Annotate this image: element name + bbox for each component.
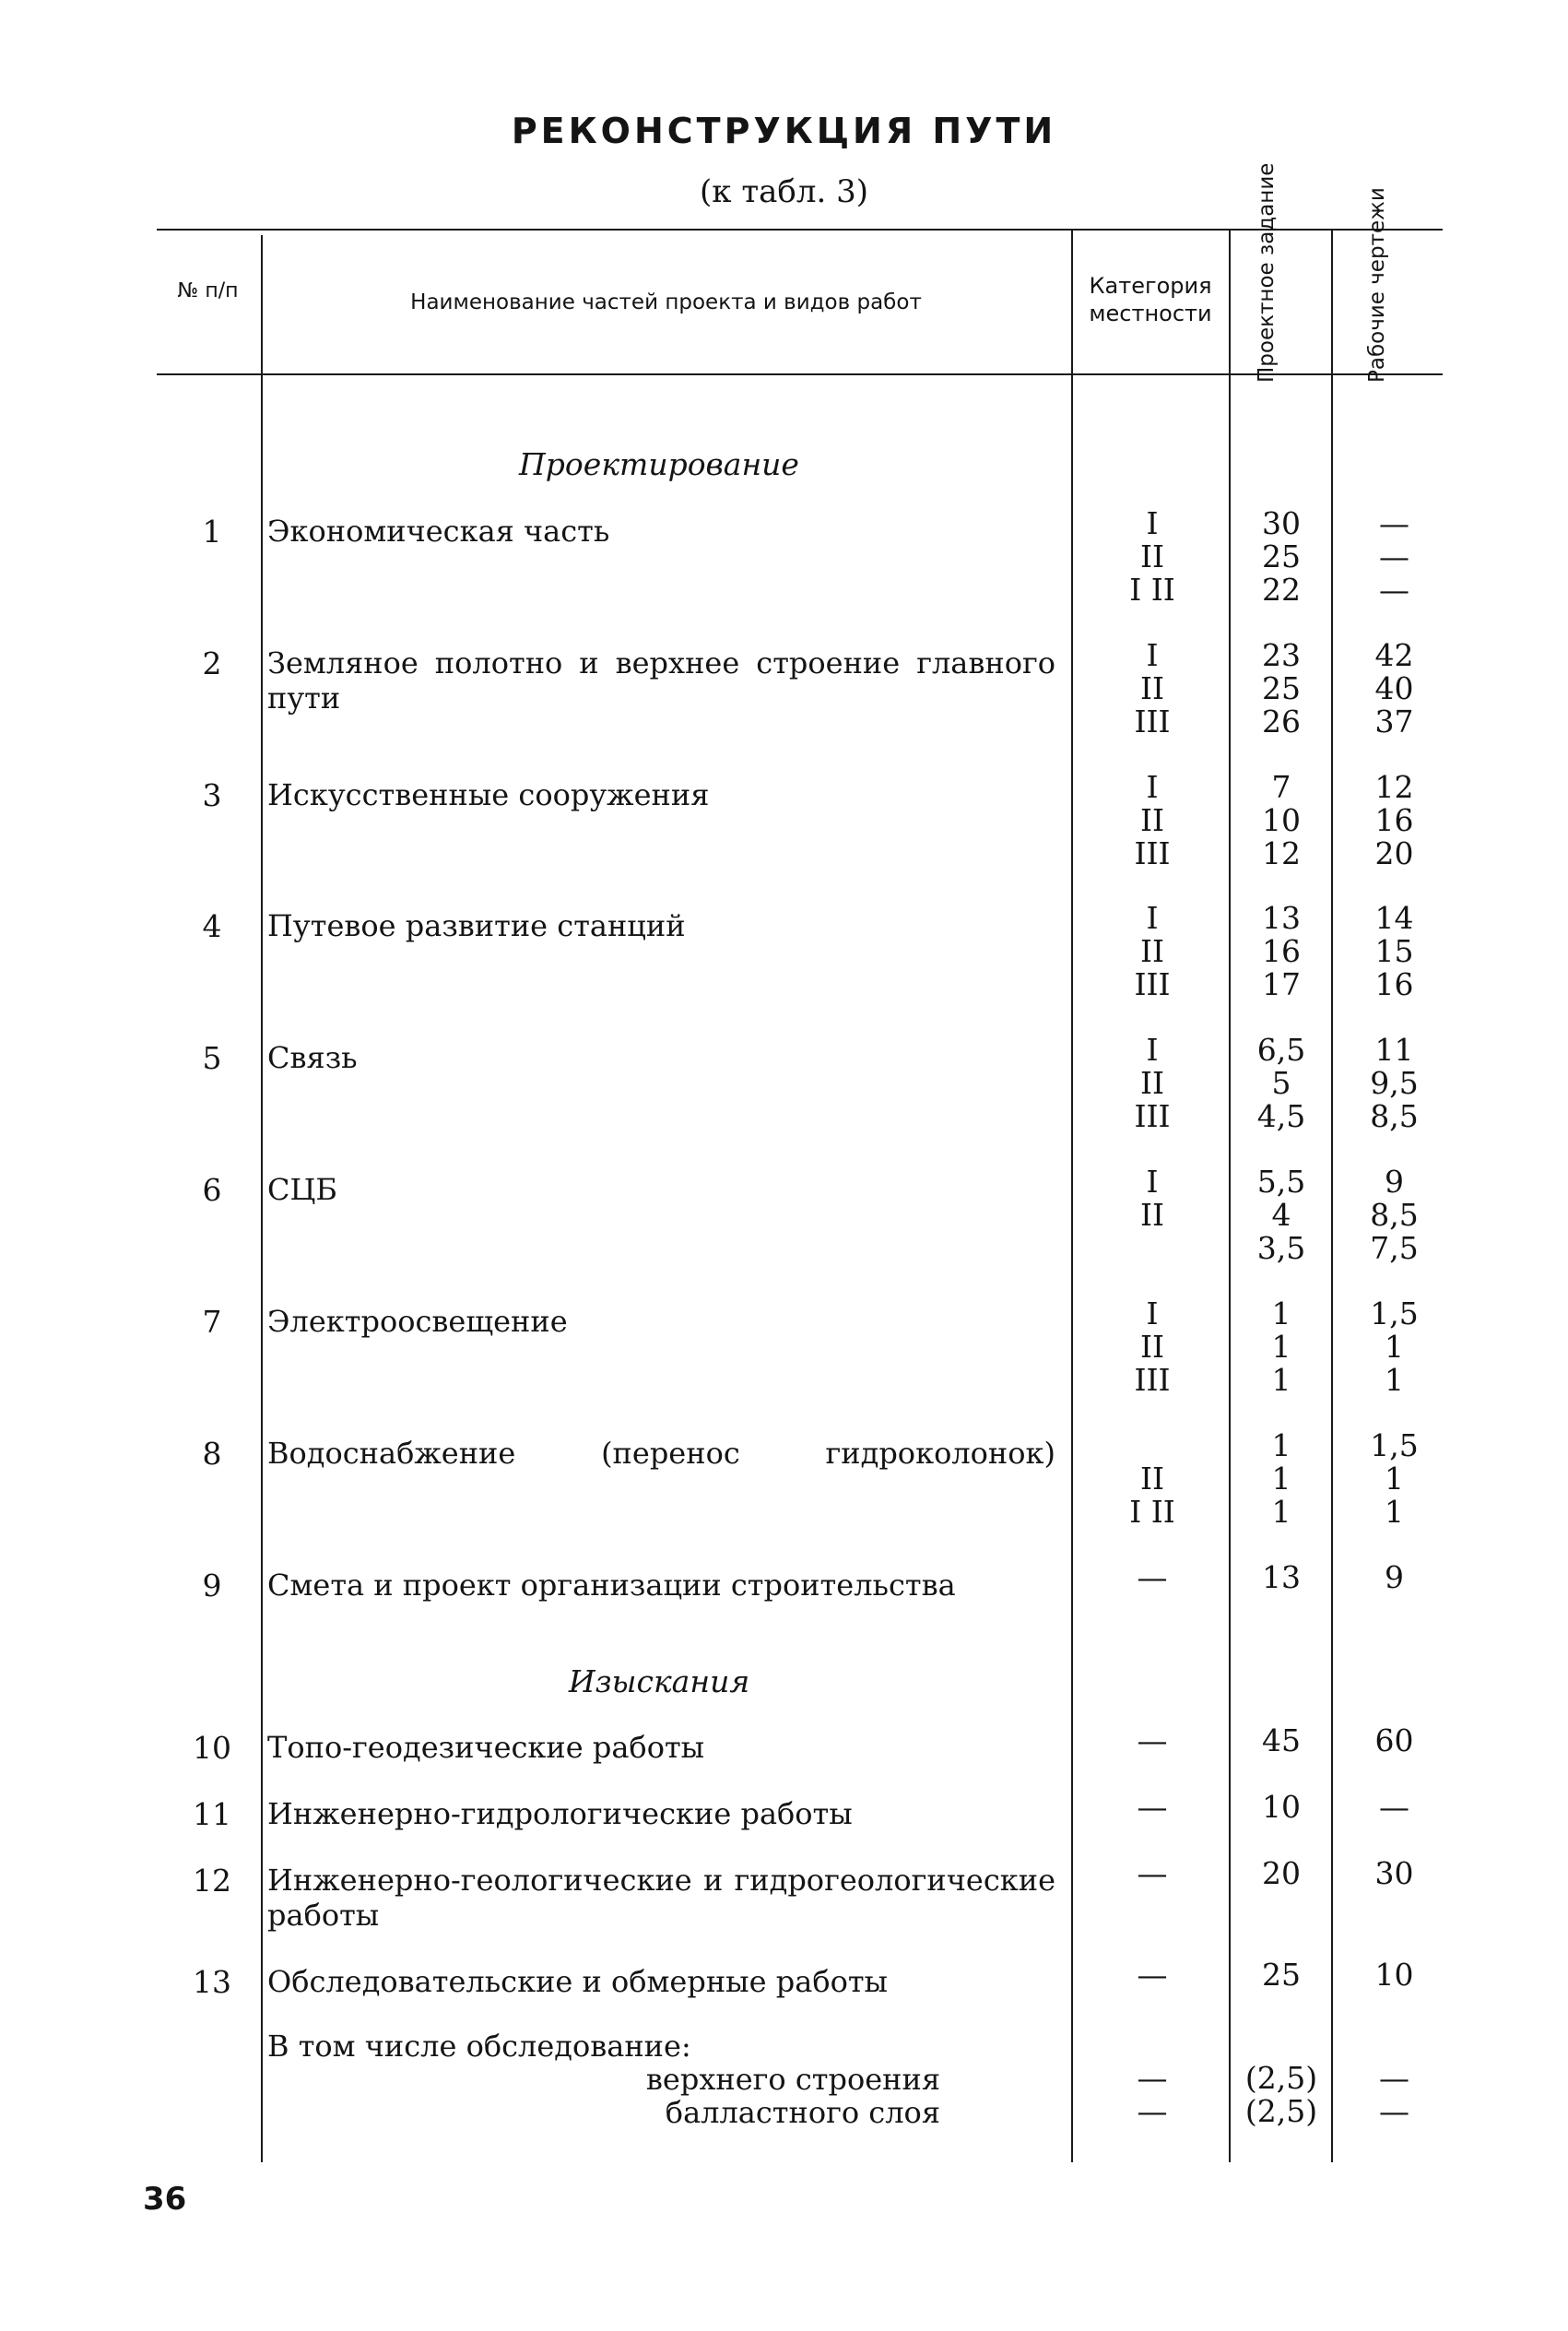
table-top-rule: [157, 229, 1443, 231]
cat-value: II: [1139, 1329, 1165, 1365]
row-name: Смета и проект организации строительства: [267, 1568, 956, 1603]
proj-value: 5,5: [1256, 1164, 1306, 1200]
proj-value: 5: [1271, 1065, 1291, 1101]
cat-value: II: [1139, 1461, 1165, 1497]
row-num: 12: [193, 1863, 231, 1899]
proj-value: 13: [1262, 1559, 1301, 1595]
row-num: 4: [202, 908, 222, 944]
cat-value: I: [1146, 505, 1159, 541]
proj-value: 25: [1262, 670, 1301, 706]
row-category: [1079, 1958, 1226, 1992]
cat-value: I: [1146, 769, 1159, 805]
row-work: [1337, 1034, 1452, 1133]
row-name: Водоснабжение (перенос гидроколонок): [267, 1436, 1055, 1471]
work-value: 16: [1374, 966, 1414, 1002]
including-item-work: —: [1379, 2093, 1409, 2129]
row-work: [1337, 1166, 1452, 1265]
cat-value: II: [1139, 1065, 1165, 1101]
proj-value: 1: [1271, 1296, 1291, 1331]
cat-value: II: [1139, 538, 1165, 574]
cat-value: I II: [1129, 1494, 1175, 1530]
work-value: 14: [1374, 900, 1414, 936]
row-name: Путевое развитие станций: [267, 908, 686, 943]
row-category: [1079, 1724, 1226, 1757]
row-project: [1231, 1297, 1332, 1397]
proj-value: 10: [1262, 1789, 1301, 1825]
row-category: [1079, 902, 1226, 1001]
row-name: Инженерно-гидрологические работы: [267, 1796, 853, 1831]
work-value: 12: [1374, 769, 1414, 805]
work-value: 16: [1374, 802, 1414, 838]
row-work: [1337, 1958, 1452, 1992]
row-category: [1079, 1857, 1226, 1890]
work-value: 1,5: [1370, 1296, 1419, 1331]
cat-value: —: [1137, 1855, 1168, 1891]
row-category: [1079, 1791, 1226, 1824]
row-work: [1337, 1297, 1452, 1397]
row-name: Земляное полотно и верхнее строение главного пути: [267, 645, 1055, 716]
cat-value: III: [1134, 1362, 1171, 1398]
proj-value: 17: [1262, 966, 1301, 1002]
row-project: [1231, 1958, 1332, 1992]
page-subtitle: (к табл. 3): [700, 173, 868, 210]
section-survey: Изыскания: [568, 1663, 750, 1699]
col-divider-name: [1071, 231, 1073, 2162]
proj-value: 20: [1262, 1855, 1301, 1891]
cat-value: —: [1137, 1957, 1168, 1993]
proj-value: 16: [1262, 933, 1301, 969]
header-project: Проектное задание: [1255, 162, 1279, 383]
proj-value: 3,5: [1256, 1230, 1306, 1266]
work-value: 9: [1385, 1164, 1404, 1200]
row-category: [1079, 507, 1226, 607]
work-value: —: [1379, 1789, 1409, 1825]
row-num: 3: [202, 777, 222, 813]
section-design: Проектирование: [519, 446, 799, 482]
including-label: В том числе обследование:: [267, 2029, 691, 2064]
row-project: [1231, 1791, 1332, 1824]
row-category: [1079, 1429, 1226, 1529]
row-category: [1079, 1166, 1226, 1265]
cat-value: I: [1146, 900, 1159, 936]
proj-value: 1: [1271, 1427, 1291, 1463]
work-value: 37: [1374, 704, 1414, 740]
row-name: Электроосвещение: [267, 1304, 568, 1339]
row-category: [1079, 1034, 1226, 1133]
row-name: Топо-геодезические работы: [267, 1730, 705, 1765]
work-value: 10: [1374, 1957, 1414, 1993]
row-name: Инженерно-геологические и гидрогеологические работы: [267, 1863, 1055, 1933]
page-title: РЕКОНСТРУКЦИЯ ПУТИ: [511, 111, 1057, 151]
row-category: [1079, 771, 1226, 870]
proj-value: 4: [1271, 1197, 1291, 1233]
cat-value: III: [1134, 1098, 1171, 1134]
row-num: 8: [202, 1436, 222, 1472]
work-value: —: [1379, 505, 1409, 541]
cat-value: —: [1137, 1789, 1168, 1825]
row-num: 2: [202, 645, 222, 681]
row-project: [1231, 639, 1332, 739]
cat-value: II: [1139, 802, 1165, 838]
row-num: 6: [202, 1172, 222, 1208]
proj-value: 1: [1271, 1461, 1291, 1497]
row-project: [1231, 1724, 1332, 1757]
row-work: [1337, 902, 1452, 1001]
row-num: 10: [193, 1730, 231, 1766]
proj-value: 1: [1271, 1494, 1291, 1530]
header-num: [164, 278, 252, 304]
cat-value: III: [1134, 966, 1171, 1002]
proj-value: 10: [1262, 802, 1301, 838]
cat-value: II: [1139, 1197, 1165, 1233]
row-num: 7: [202, 1304, 222, 1340]
cat-value: I: [1146, 1032, 1159, 1068]
row-work: [1337, 1791, 1452, 1824]
row-name: Связь: [267, 1040, 358, 1075]
proj-value: 22: [1262, 572, 1301, 608]
work-value: —: [1379, 572, 1409, 608]
proj-value: 1: [1271, 1329, 1291, 1365]
work-value: 20: [1374, 835, 1414, 871]
row-name: Обследовательские и обмерные работы: [267, 1964, 889, 1999]
row-work: [1337, 771, 1452, 870]
row-project: [1231, 1429, 1332, 1529]
row-work: [1337, 507, 1452, 607]
row-num: 13: [193, 1964, 231, 2000]
work-value: 8,5: [1370, 1098, 1419, 1134]
row-work: [1337, 1857, 1452, 1890]
cat-value: —: [1137, 1722, 1168, 1758]
including-item-project: (2,5): [1244, 2060, 1318, 2096]
proj-value: 45: [1262, 1722, 1301, 1758]
cat-value: II: [1139, 933, 1165, 969]
work-value: 1: [1385, 1329, 1404, 1365]
cat-value: [1079, 1429, 1226, 1462]
row-project: [1231, 1034, 1332, 1133]
work-value: 9,5: [1370, 1065, 1419, 1101]
work-value: 9: [1385, 1559, 1404, 1595]
work-value: 1,5: [1370, 1427, 1419, 1463]
work-value: 1: [1385, 1494, 1404, 1530]
row-work: [1337, 1429, 1452, 1529]
cat-value: —: [1137, 1559, 1168, 1595]
row-work: [1337, 639, 1452, 739]
cat-value: [1079, 1232, 1226, 1265]
proj-value: 6,5: [1256, 1032, 1306, 1068]
work-value: 15: [1374, 933, 1414, 969]
proj-value: 25: [1262, 1957, 1301, 1993]
cat-value: III: [1134, 835, 1171, 871]
work-value: 1: [1385, 1362, 1404, 1398]
row-project: [1231, 1857, 1332, 1890]
cat-value: II: [1139, 670, 1165, 706]
including-item-work: —: [1379, 2060, 1409, 2096]
work-value: 7,5: [1370, 1230, 1419, 1266]
row-project: [1231, 771, 1332, 870]
proj-value: 26: [1262, 704, 1301, 740]
proj-value: 30: [1262, 505, 1301, 541]
including-item-category: —: [1137, 2093, 1168, 2129]
work-value: 40: [1374, 670, 1414, 706]
proj-value: 7: [1271, 769, 1291, 805]
cat-value: I: [1146, 637, 1159, 673]
header-bottom-rule: [157, 373, 1443, 375]
cat-value: I: [1146, 1296, 1159, 1331]
proj-value: 12: [1262, 835, 1301, 871]
header-category: Категория местности: [1089, 273, 1212, 326]
row-project: [1231, 1561, 1332, 1594]
header-work: Рабочие чертежи: [1365, 187, 1389, 383]
row-name: Искусственные сооружения: [267, 777, 710, 812]
proj-value: 25: [1262, 538, 1301, 574]
header-num-label: № п/п: [177, 279, 239, 302]
work-value: 11: [1374, 1032, 1414, 1068]
including-item-name: балластного слоя: [665, 2095, 940, 2130]
row-name: СЦБ: [267, 1172, 337, 1207]
row-category: [1079, 639, 1226, 739]
row-name: Экономическая часть: [267, 514, 610, 549]
row-project: [1231, 1166, 1332, 1265]
row-project: [1231, 507, 1332, 607]
proj-value: 23: [1262, 637, 1301, 673]
cat-value: I II: [1129, 572, 1175, 608]
cat-value: I: [1146, 1164, 1159, 1200]
row-num: 1: [202, 514, 222, 550]
row-num: 11: [193, 1796, 231, 1832]
row-project: [1231, 902, 1332, 1001]
row-category: [1079, 1297, 1226, 1397]
proj-value: 1: [1271, 1362, 1291, 1398]
work-value: 30: [1374, 1855, 1414, 1891]
work-value: 1: [1385, 1461, 1404, 1497]
work-value: —: [1379, 538, 1409, 574]
proj-value: 13: [1262, 900, 1301, 936]
work-value: 60: [1374, 1722, 1414, 1758]
page-number: 36: [143, 2181, 187, 2218]
including-item-project: (2,5): [1244, 2093, 1318, 2129]
row-num: 5: [202, 1040, 222, 1076]
work-value: 8,5: [1370, 1197, 1419, 1233]
row-work: [1337, 1561, 1452, 1594]
work-value: 42: [1374, 637, 1414, 673]
row-category: [1079, 1561, 1226, 1594]
cat-value: III: [1134, 704, 1171, 740]
including-item-name: верхнего строения: [645, 2062, 940, 2097]
row-num: 9: [202, 1568, 222, 1603]
header-name: Наименование частей проекта и видов работ: [410, 290, 922, 314]
proj-value: 4,5: [1256, 1098, 1306, 1134]
including-item-category: —: [1137, 2060, 1168, 2096]
row-work: [1337, 1724, 1452, 1757]
